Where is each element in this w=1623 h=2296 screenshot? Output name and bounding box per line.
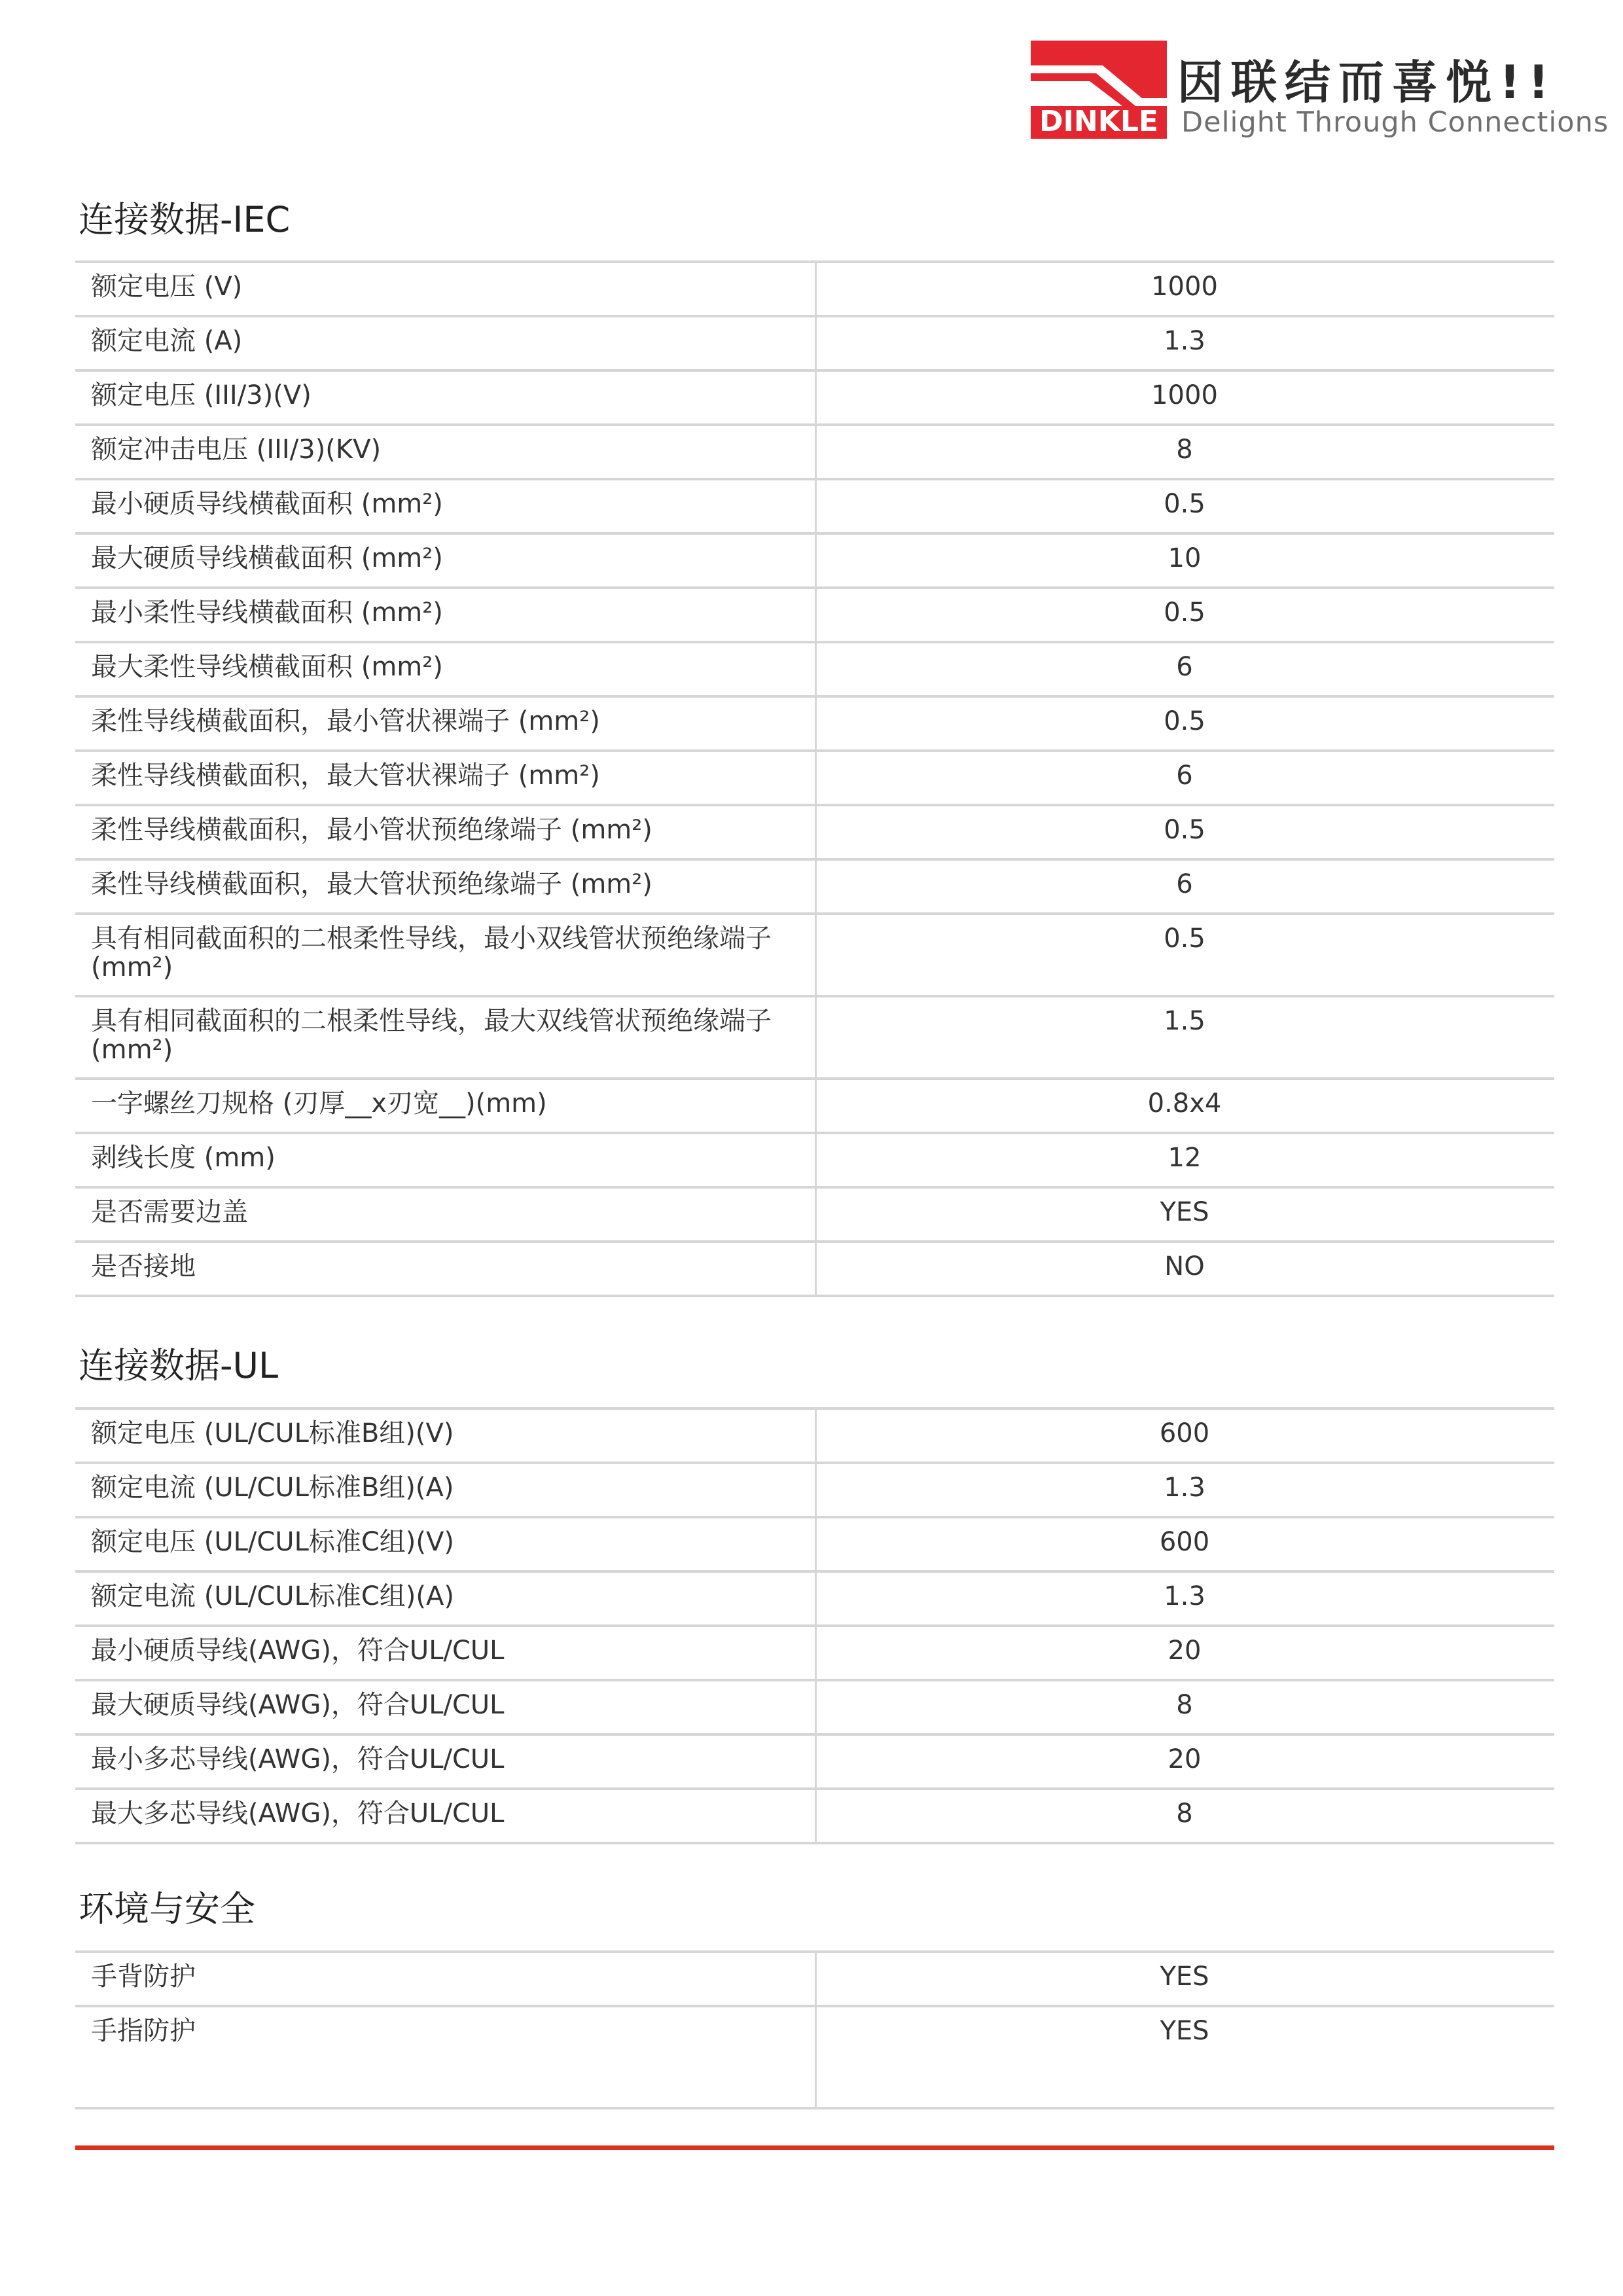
spec-table-ul [75, 1407, 1554, 1844]
spec-value: 0.5 [1164, 924, 1205, 954]
table-row [75, 1570, 1554, 1624]
spec-value: 6 [1176, 761, 1193, 791]
spec-table-environment [75, 1950, 1554, 2109]
spec-label: 额定冲击电压 (III/3)(KV) [91, 435, 382, 465]
spec-value: YES [1160, 2016, 1209, 2046]
spec-value: 20 [1168, 1744, 1202, 1774]
spec-value: 0.5 [1164, 815, 1205, 845]
table-row [75, 641, 1554, 695]
spec-label: 最小硬质导线横截面积 (mm²) [91, 489, 443, 519]
slogan-english: Delight Through Connections [1181, 106, 1609, 139]
spec-label: 最大多芯导线(AWG)，符合UL/CUL [91, 1799, 505, 1829]
spec-label: 最小硬质导线(AWG)，符合UL/CUL [91, 1636, 505, 1666]
spec-label: 最小多芯导线(AWG)，符合UL/CUL [91, 1744, 505, 1774]
table-row [75, 1077, 1554, 1132]
spec-value: 8 [1176, 1690, 1193, 1720]
spec-label: 最大硬质导线(AWG)，符合UL/CUL [91, 1690, 505, 1720]
spec-label: 额定电流 (A) [91, 326, 243, 356]
table-row [75, 1624, 1554, 1679]
table-row [75, 2005, 1554, 2109]
spec-label: 手背防护 [91, 1962, 196, 1992]
dinkle-logo [1031, 41, 1167, 139]
table-row [75, 695, 1554, 749]
spec-value: 8 [1176, 1799, 1193, 1829]
spec-label: 是否接地 [91, 1251, 196, 1282]
table-row [75, 1407, 1554, 1462]
spec-value: 600 [1159, 1527, 1210, 1557]
table-row [75, 1240, 1554, 1297]
spec-label: 柔性导线横截面积，最小管状裸端子 (mm²) [91, 706, 600, 736]
spec-label: 剥线长度 (mm) [91, 1143, 276, 1173]
spec-value: 1.3 [1164, 1581, 1205, 1611]
spec-label: 柔性导线横截面积，最小管状预绝缘端子 (mm²) [91, 815, 652, 845]
spec-label: 手指防护 [91, 2016, 196, 2046]
table-row [75, 478, 1554, 532]
spec-value: 12 [1168, 1143, 1202, 1173]
spec-label: 额定电压 (UL/CUL标准B组)(V) [91, 1418, 454, 1448]
table-row [75, 315, 1554, 369]
spec-value: 0.5 [1164, 598, 1205, 628]
table-row [75, 586, 1554, 641]
table-row [75, 260, 1554, 315]
spec-value: YES [1160, 1962, 1209, 1992]
spec-label: 一字螺丝刀规格 (刃厚__x刃宽__)(mm) [91, 1088, 547, 1119]
slogan-chinese: 因联结而喜悦!! [1177, 56, 1557, 109]
spec-label: 额定电流 (UL/CUL标准B组)(A) [91, 1473, 454, 1503]
table-row [75, 423, 1554, 478]
spec-value: 6 [1176, 869, 1193, 899]
table-row [75, 858, 1554, 912]
spec-table-iec [75, 260, 1554, 1297]
spec-value: 1.5 [1164, 1006, 1205, 1036]
spec-value: 1.3 [1164, 1473, 1205, 1503]
spec-value: 0.5 [1164, 706, 1205, 736]
spec-value: 600 [1159, 1418, 1210, 1448]
spec-label: 额定电压 (UL/CUL标准C组)(V) [91, 1527, 454, 1557]
table-row [75, 369, 1554, 423]
spec-value: 1.3 [1164, 326, 1205, 356]
table-row [75, 1950, 1554, 2005]
spec-label: 最大硬质导线横截面积 (mm²) [91, 543, 443, 573]
table-row [75, 912, 1554, 995]
spec-value: 6 [1176, 652, 1193, 682]
spec-value: 10 [1168, 543, 1202, 573]
spec-label: 额定电压 (III/3)(V) [91, 380, 312, 410]
brand-header [1031, 41, 1609, 145]
footer-accent-line [75, 2145, 1554, 2150]
table-row [75, 1787, 1554, 1844]
spec-label: 具有相同截面积的二根柔性导线，最大双线管状预绝缘端子 (mm²) [91, 1006, 772, 1065]
spec-value: 1000 [1151, 380, 1218, 410]
table-row [75, 749, 1554, 804]
spec-value: 8 [1176, 435, 1193, 465]
table-row [75, 1516, 1554, 1570]
table-row [75, 804, 1554, 858]
spec-value: NO [1164, 1251, 1205, 1282]
logo-wordmark: DINKLE [1039, 105, 1158, 138]
section-title-iec: 连接数据-IEC [79, 199, 291, 240]
table-row [75, 995, 1554, 1077]
table-row [75, 1462, 1554, 1516]
spec-label: 最小柔性导线横截面积 (mm²) [91, 598, 443, 628]
table-row [75, 532, 1554, 586]
spec-label: 具有相同截面积的二根柔性导线，最小双线管状预绝缘端子 (mm²) [91, 924, 772, 982]
table-row [75, 1186, 1554, 1240]
spec-label: 额定电压 (V) [91, 272, 243, 302]
spec-label: 柔性导线横截面积，最大管状预绝缘端子 (mm²) [91, 869, 652, 899]
spec-label: 最大柔性导线横截面积 (mm²) [91, 652, 443, 682]
spec-value: 20 [1168, 1636, 1202, 1666]
table-row [75, 1132, 1554, 1186]
spec-value: YES [1160, 1197, 1209, 1227]
spec-value: 0.8x4 [1147, 1088, 1222, 1119]
section-title-ul: 连接数据-UL [79, 1345, 279, 1386]
spec-label: 是否需要边盖 [91, 1197, 248, 1227]
spec-value: 1000 [1151, 272, 1218, 302]
spec-label: 柔性导线横截面积，最大管状裸端子 (mm²) [91, 761, 600, 791]
spec-value: 0.5 [1164, 489, 1205, 519]
section-title-environment-safety: 环境与安全 [79, 1888, 255, 1929]
table-row [75, 1679, 1554, 1733]
spec-label: 额定电流 (UL/CUL标准C组)(A) [91, 1581, 454, 1611]
table-row [75, 1733, 1554, 1787]
